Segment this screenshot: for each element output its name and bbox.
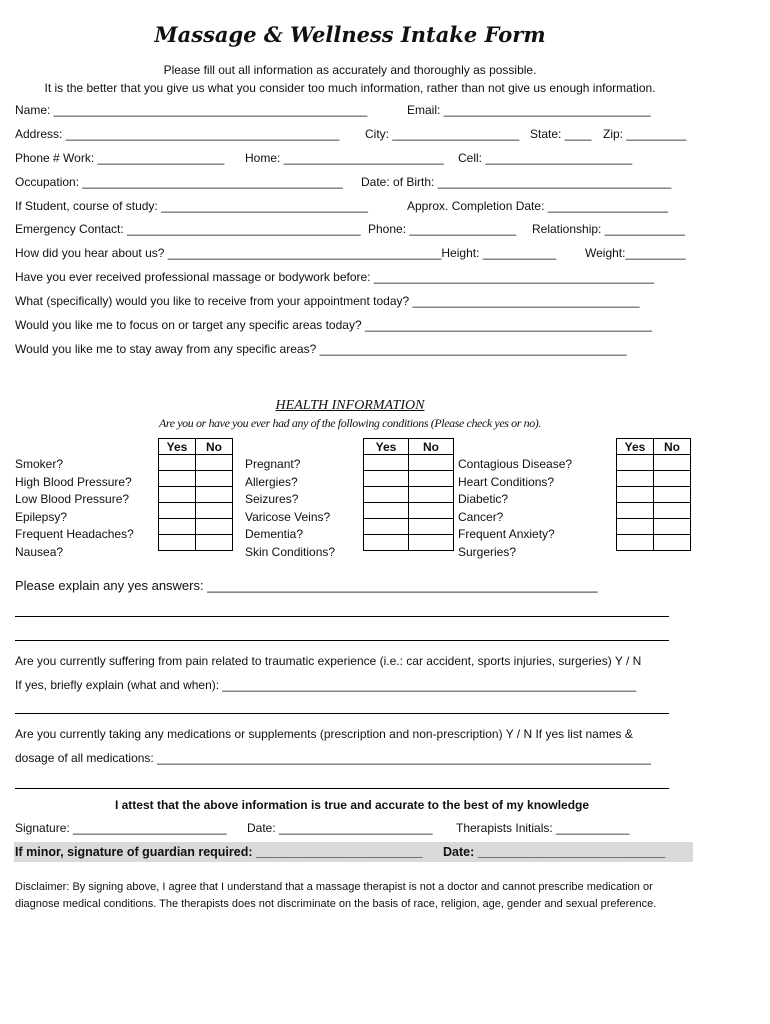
conditions-column-3 <box>458 456 572 561</box>
condition-label: Contagious Disease? <box>458 457 573 471</box>
condition-label: Surgeries? <box>458 544 517 559</box>
condition-label: Skin Conditions? <box>245 544 336 559</box>
condition-label: Dementia? <box>245 527 304 541</box>
condition-label: Varicose Veins? <box>245 509 331 524</box>
condition-label: Allergies? <box>245 474 298 489</box>
signature-field[interactable]: Signature: _______________________ <box>15 821 227 835</box>
city-field[interactable]: City: ___________________ <box>365 127 520 141</box>
no-checkbox[interactable] <box>409 519 454 535</box>
date-of-birth-field[interactable]: Date: of Birth: ___________________________________ <box>361 175 672 189</box>
no-checkbox[interactable] <box>409 471 454 487</box>
no-checkbox[interactable] <box>409 503 454 519</box>
guardian-date-field[interactable]: Date: ___________________________ <box>443 845 666 859</box>
no-checkbox[interactable] <box>196 471 233 487</box>
yes-checkbox[interactable] <box>364 487 409 503</box>
no-checkbox[interactable] <box>654 455 691 471</box>
no-checkbox[interactable] <box>409 535 454 551</box>
therapist-initials-field[interactable]: Therapists Initials: ___________ <box>456 821 630 835</box>
answer-line[interactable] <box>15 616 669 617</box>
no-checkbox[interactable] <box>654 471 691 487</box>
focus-areas-field[interactable]: Would you like me to focus on or target any specific areas today? ___________________________________________ <box>15 318 652 332</box>
conditions-grid-1 <box>158 438 233 551</box>
pain-question: Are you currently suffering from pain related to traumatic experience (i.e.: car accident, sports injuries, surgeries) Y / N <box>15 654 642 668</box>
no-checkbox[interactable] <box>196 503 233 519</box>
condition-label: High Blood Pressure? <box>15 474 132 489</box>
prior-massage-field[interactable]: Have you ever received professional massage or bodywork before: __________________________________________ <box>15 270 655 284</box>
condition-label: Nausea? <box>15 544 64 559</box>
health-heading: HEALTH INFORMATION <box>275 398 425 413</box>
appointment-goal-field[interactable]: What (specifically) would you like to receive from your appointment today? __________________________________ <box>15 294 640 308</box>
yes-checkbox[interactable] <box>159 535 196 551</box>
conditions-grid-3 <box>616 438 691 551</box>
yes-checkbox[interactable] <box>159 455 196 471</box>
pain-explain-field[interactable]: If yes, briefly explain (what and when): ______________________________________________________________ <box>15 678 637 692</box>
answer-line[interactable] <box>15 713 669 714</box>
condition-label: Heart Conditions? <box>458 474 555 489</box>
occupation-field[interactable]: Occupation: _______________________________________ <box>15 175 343 189</box>
conditions-grid-2 <box>363 438 454 551</box>
avoid-areas-field[interactable]: Would you like me to stay away from any specific areas? ______________________________________________ <box>15 342 627 356</box>
no-checkbox[interactable] <box>409 455 454 471</box>
medications-question: Are you currently taking any medications or supplements (prescription and non-prescription) Y / N If yes list names & <box>15 727 633 741</box>
emergency-contact-field[interactable]: Emergency Contact: ___________________________________ <box>15 222 361 236</box>
form-title: Massage & Wellness Intake Form <box>154 22 546 47</box>
conditions-column-1 <box>15 456 134 561</box>
no-checkbox[interactable] <box>654 487 691 503</box>
yes-checkbox[interactable] <box>364 503 409 519</box>
yes-checkbox[interactable] <box>159 503 196 519</box>
student-course-field[interactable]: If Student, course of study: _______________________________ <box>15 199 368 213</box>
state-field[interactable]: State: ____ <box>530 127 592 141</box>
yes-checkbox[interactable] <box>159 487 196 503</box>
medications-dosage-field[interactable]: dosage of all medications: __________________________________________________________________________ <box>15 751 651 765</box>
yes-checkbox[interactable] <box>617 455 654 471</box>
condition-label: Epilepsy? <box>15 509 68 524</box>
guardian-signature-bar <box>14 842 693 862</box>
conditions-column-2 <box>245 456 335 561</box>
cell-phone-field[interactable]: Cell: ______________________ <box>458 151 633 165</box>
yes-checkbox[interactable] <box>364 455 409 471</box>
no-header: No <box>196 439 233 455</box>
condition-label: Low Blood Pressure? <box>15 492 130 506</box>
yes-header: Yes <box>617 439 654 455</box>
condition-label: Frequent Anxiety? <box>458 527 555 541</box>
no-checkbox[interactable] <box>654 535 691 551</box>
condition-label: Cancer? <box>458 509 504 524</box>
answer-line[interactable] <box>15 788 669 789</box>
guardian-signature-field[interactable]: If minor, signature of guardian required: ________________________ <box>15 845 423 859</box>
condition-label: Pregnant? <box>245 457 301 471</box>
email-field[interactable]: Email: _______________________________ <box>407 103 651 117</box>
no-header: No <box>409 439 454 455</box>
yes-checkbox[interactable] <box>617 487 654 503</box>
answer-line[interactable] <box>15 640 669 641</box>
yes-checkbox[interactable] <box>159 471 196 487</box>
explain-yes-field[interactable]: Please explain any yes answers: ______________________________________________________ <box>15 578 598 593</box>
signature-date-field[interactable]: Date: _______________________ <box>247 821 433 835</box>
yes-header: Yes <box>364 439 409 455</box>
condition-label: Diabetic? <box>458 492 509 506</box>
no-checkbox[interactable] <box>196 455 233 471</box>
address-field[interactable]: Address: _________________________________________ <box>15 127 340 141</box>
condition-label: Frequent Headaches? <box>15 527 134 541</box>
no-checkbox[interactable] <box>409 487 454 503</box>
phone-work-field[interactable]: Phone # Work: ___________________ <box>15 151 225 165</box>
zip-field[interactable]: Zip: _________ <box>603 127 687 141</box>
condition-label: Smoker? <box>15 457 64 471</box>
yes-checkbox[interactable] <box>364 519 409 535</box>
condition-label: Seizures? <box>245 492 299 506</box>
yes-checkbox[interactable] <box>617 471 654 487</box>
home-phone-field[interactable]: Home: ________________________ <box>245 151 444 165</box>
yes-checkbox[interactable] <box>159 519 196 535</box>
yes-checkbox[interactable] <box>364 471 409 487</box>
attestation-statement: I attest that the above information is true and accurate to the best of my knowledge <box>114 798 590 812</box>
weight-field[interactable]: Weight:_________ <box>585 246 686 260</box>
health-subheading: Are you or have you ever had any of the following conditions (Please check yes or no). <box>158 416 542 430</box>
yes-checkbox[interactable] <box>617 519 654 535</box>
yes-checkbox[interactable] <box>617 503 654 519</box>
relationship-field[interactable]: Relationship: ____________ <box>532 222 685 236</box>
yes-header: Yes <box>159 439 196 455</box>
no-checkbox[interactable] <box>196 535 233 551</box>
no-checkbox[interactable] <box>196 519 233 535</box>
no-header: No <box>654 439 691 455</box>
referral-height-field[interactable]: How did you hear about us? _________________________________________Height: ___________ <box>15 246 557 260</box>
no-checkbox[interactable] <box>196 487 233 503</box>
disclaimer: Disclaimer: By signing above, I agree that I understand that a massage therapist is not a doctor and cannot prescribe medication or diagnose medical conditions. The therapists does not discriminate on the basis of race, religion, age, gender and sexual preference. <box>15 881 657 910</box>
no-checkbox[interactable] <box>654 519 691 535</box>
emergency-phone-field[interactable]: Phone: ________________ <box>368 222 517 236</box>
intro-line-2: It is the better that you give us what you consider too much information, rather than not give us enough information. <box>44 81 656 95</box>
no-checkbox[interactable] <box>654 503 691 519</box>
intro-line-1: Please fill out all information as accurately and thoroughly as possible. <box>163 63 537 77</box>
yes-checkbox[interactable] <box>617 535 654 551</box>
yes-checkbox[interactable] <box>364 535 409 551</box>
completion-date-field[interactable]: Approx. Completion Date: __________________ <box>407 199 668 213</box>
name-field[interactable]: Name: _______________________________________________ <box>15 103 368 117</box>
